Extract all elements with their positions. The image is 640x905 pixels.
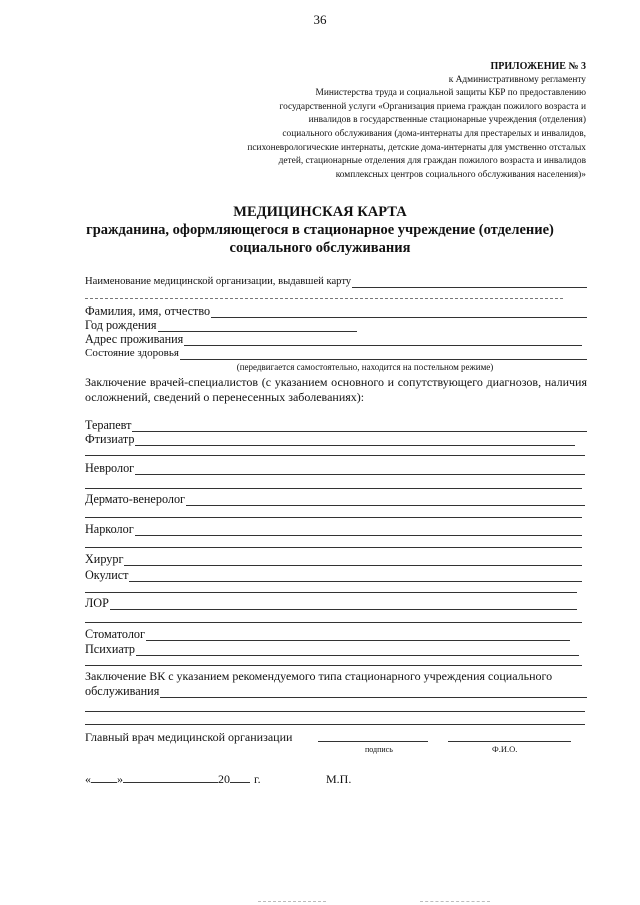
signature-caption: подпись: [365, 745, 393, 754]
year-prefix: 20: [218, 772, 230, 786]
phthisiatrician-row: [85, 432, 575, 446]
appendix-heading: ПРИЛОЖЕНИЕ № 3: [490, 61, 586, 72]
psychiatrist-extra-line[interactable]: [85, 665, 582, 666]
therapist-row: [85, 418, 587, 432]
dermatovenereologist-field[interactable]: [186, 494, 585, 506]
address-field[interactable]: [184, 334, 582, 346]
surgeon-field[interactable]: [124, 554, 582, 566]
med-org-row: [85, 274, 587, 288]
health-label: Состояние здоровья: [85, 347, 179, 359]
chief-doctor-label: Главный врач медицинской организации: [85, 730, 293, 744]
page-number: 36: [313, 12, 327, 27]
birth-year-row: [85, 318, 357, 332]
appendix-line: к Административному регламенту: [448, 74, 586, 85]
vk-conclusion-row: [85, 684, 587, 698]
year-field[interactable]: [230, 782, 250, 783]
dentist-row: [85, 627, 570, 641]
date-block: [85, 772, 261, 787]
neurologist-extra-line[interactable]: [85, 488, 582, 489]
date-quote-close: »: [117, 772, 123, 786]
birth-year-label: Год рождения: [85, 318, 157, 332]
oculist-row: [85, 568, 582, 582]
appendix-line: комплексных центров социального обслуживания населения)»: [335, 169, 586, 180]
health-note: (передвигается самостоятельно, находится на постельном режиме): [236, 362, 494, 372]
day-field[interactable]: [91, 782, 117, 783]
dentist-label: Стоматолог: [85, 627, 145, 641]
med-org-extra-line[interactable]: [85, 298, 563, 299]
title-line: МЕДИЦИНСКАЯ КАРТА: [233, 204, 407, 220]
dermatovenereologist-label: Дермато-венеролог: [85, 492, 186, 506]
therapist-field[interactable]: [132, 420, 587, 432]
dentist-field[interactable]: [146, 629, 570, 641]
psychiatrist-label: Психиатр: [85, 642, 136, 656]
health-field[interactable]: [180, 348, 587, 360]
narcologist-field[interactable]: [135, 524, 582, 536]
vk-conclusion-field[interactable]: [160, 686, 587, 698]
scan-mark: [420, 901, 490, 902]
ent-label: ЛОР: [85, 596, 109, 610]
appendix-line: Министерства труда и социальной защиты КБР по предоставлению: [315, 88, 586, 99]
date-quote-open: «: [85, 772, 91, 786]
vk-conclusion-label: обслуживания: [85, 684, 160, 698]
month-field[interactable]: [123, 782, 218, 783]
oculist-extra-line[interactable]: [85, 592, 577, 593]
ent-extra-line[interactable]: [85, 622, 582, 623]
narcologist-extra-line[interactable]: [85, 547, 582, 548]
narcologist-label: Нарколог: [85, 522, 134, 536]
year-suffix: г.: [254, 772, 261, 786]
surgeon-row: [85, 552, 582, 566]
neurologist-label: Невролог: [85, 461, 135, 475]
vk-extra-line[interactable]: [85, 724, 585, 725]
address-row: [85, 332, 582, 346]
neurologist-field[interactable]: [135, 463, 585, 475]
name-caption: Ф.И.О.: [492, 744, 518, 754]
appendix-line: социального обслуживания (дома-интернаты для престарелых и инвалидов,: [282, 128, 586, 139]
appendix-line: психоневрологические интернаты, детские дома-интернаты для умственно отсталых: [247, 142, 586, 153]
birth-year-field[interactable]: [158, 320, 357, 332]
stamp-place: М.П.: [326, 772, 352, 786]
vk-extra-line[interactable]: [85, 711, 585, 712]
appendix-line: инвалидов в государственные стационарные учреждения (отделения): [308, 115, 586, 126]
title-line: гражданина, оформляющегося в стационарное учреждение (отделение): [86, 221, 554, 238]
full-name-row: [85, 304, 587, 318]
phthisiatrician-extra-line[interactable]: [85, 455, 585, 456]
appendix-line: государственной услуги «Организация приема граждан пожилого возраста и: [279, 101, 586, 112]
name-field[interactable]: [448, 741, 571, 742]
full-name-field[interactable]: [211, 306, 587, 318]
phthisiatrician-field[interactable]: [135, 434, 575, 446]
title-line: социального обслуживания: [229, 239, 411, 256]
dermatovenereologist-row: [85, 492, 585, 506]
appendix-line: детей, стационарные отделения для граждан пожилого возраста и инвалидов: [278, 156, 586, 167]
oculist-field[interactable]: [129, 570, 582, 582]
med-org-label: Наименование медицинской организации, выдавшей карту: [85, 276, 352, 287]
document-title: [40, 204, 600, 257]
signature-field[interactable]: [318, 741, 428, 742]
surgeon-label: Хирург: [85, 552, 124, 566]
psychiatrist-row: [85, 642, 579, 656]
health-row: [85, 346, 587, 360]
address-label: Адрес проживания: [85, 332, 184, 346]
specialists-intro: Заключение врачей-специалистов (с указанием основного и сопутствующего диагнозов, наличия осложнений, сведений о перенесенных заболеваниях):: [85, 375, 587, 404]
appendix-block: [146, 60, 586, 182]
scan-mark: [258, 901, 326, 902]
psychiatrist-field[interactable]: [136, 644, 579, 656]
dermatovenereologist-extra-line[interactable]: [85, 517, 582, 518]
narcologist-row: [85, 522, 582, 536]
oculist-label: Окулист: [85, 568, 129, 582]
phthisiatrician-label: Фтизиатр: [85, 432, 135, 446]
full-name-label: Фамилия, имя, отчество: [85, 304, 211, 318]
med-org-field[interactable]: [352, 276, 587, 288]
ent-row: [85, 596, 577, 610]
neurologist-row: [85, 461, 585, 475]
vk-conclusion-line1: Заключение ВК с указанием рекомендуемого типа стационарного учреждения социального: [85, 669, 553, 683]
ent-field[interactable]: [110, 598, 577, 610]
therapist-label: Терапевт: [85, 418, 132, 432]
